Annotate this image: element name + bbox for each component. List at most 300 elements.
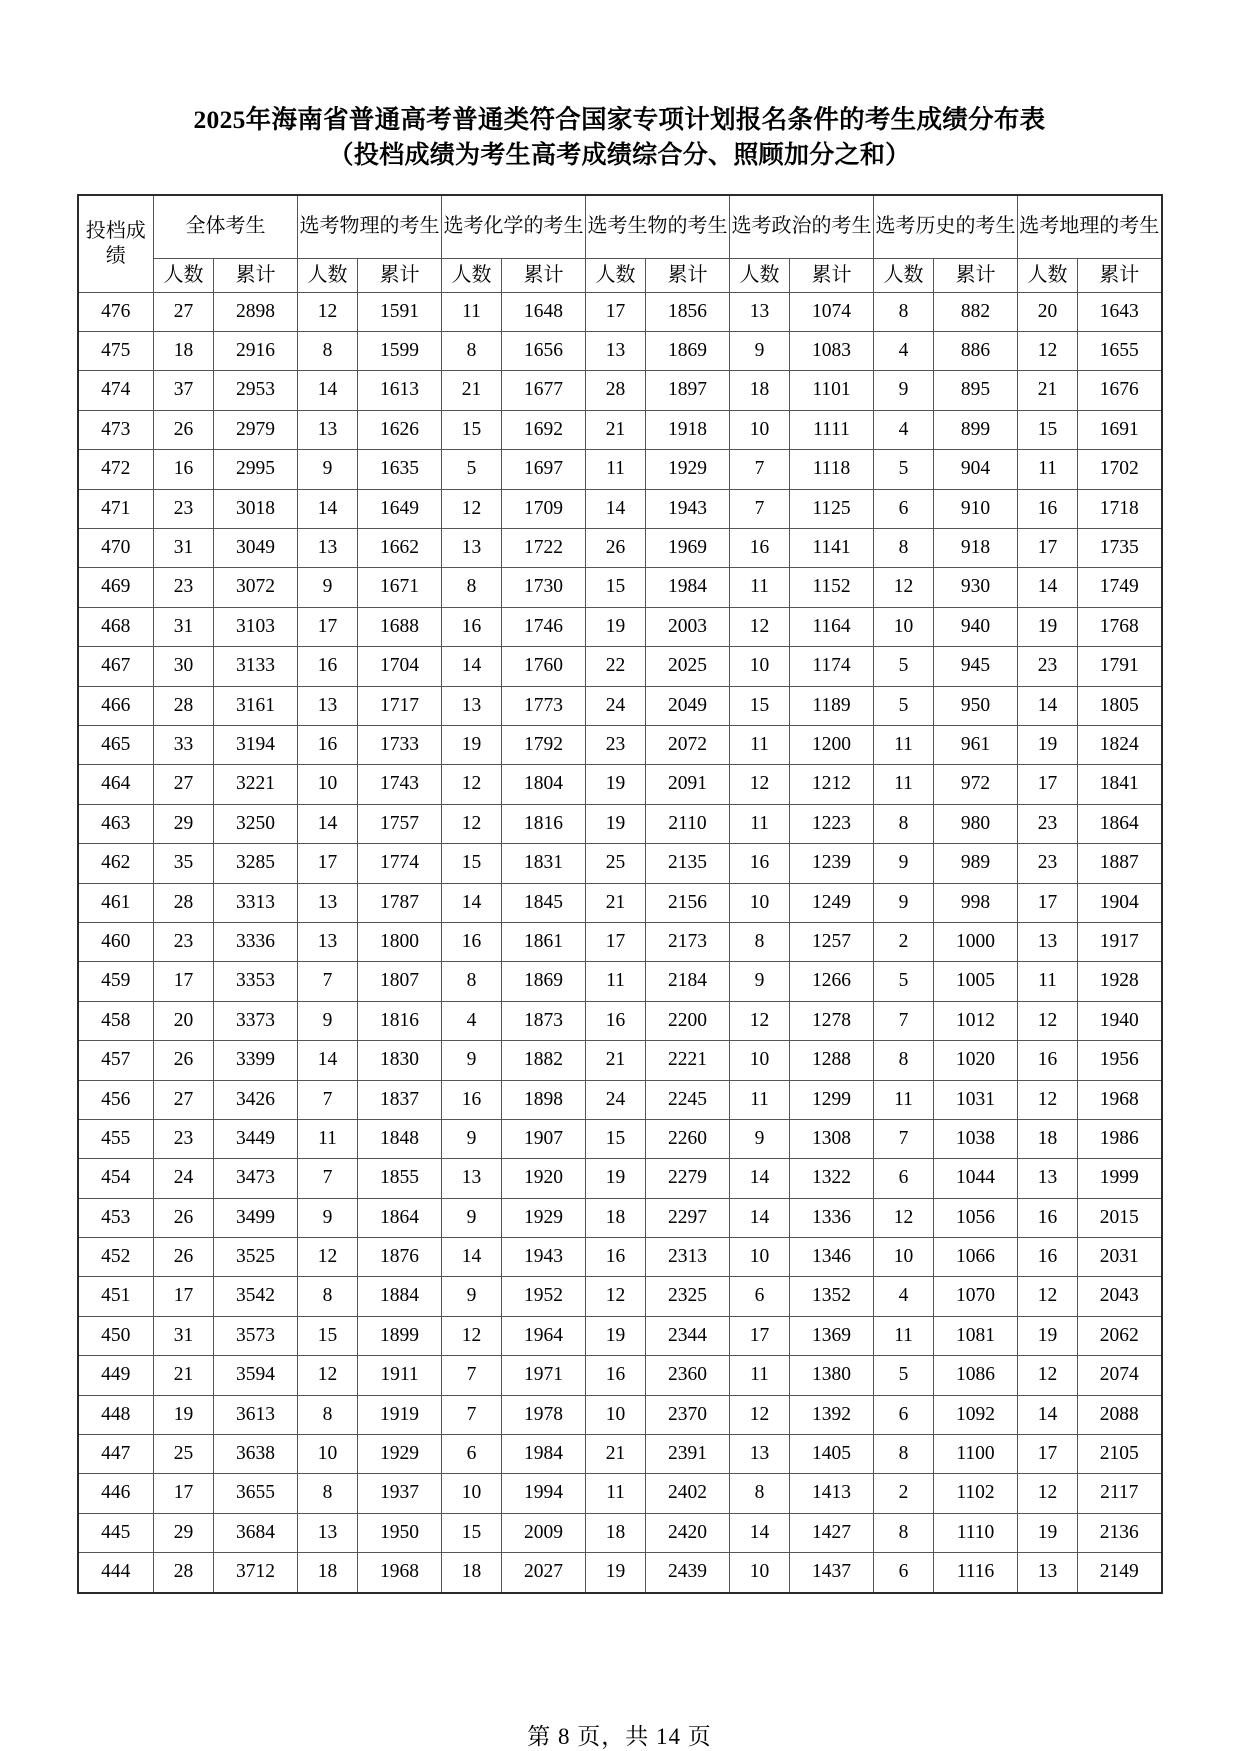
cell-score: 448	[78, 1395, 154, 1434]
cell-count: 8	[298, 1395, 358, 1434]
cell-cumulative: 1869	[502, 962, 586, 1001]
page-number: 第 8 页，共 14 页	[527, 1724, 712, 1749]
cell-cumulative: 1635	[358, 450, 442, 489]
cell-count: 19	[1018, 1316, 1078, 1355]
cell-cumulative: 1929	[502, 1198, 586, 1237]
cell-count: 37	[154, 371, 214, 410]
cell-cumulative: 3613	[214, 1395, 298, 1434]
cell-cumulative: 2221	[646, 1041, 730, 1080]
table-row	[78, 489, 1162, 528]
cell-cumulative: 1743	[358, 765, 442, 804]
cell-count: 9	[442, 1119, 502, 1158]
cell-count: 12	[730, 1001, 790, 1040]
cell-cumulative: 1697	[502, 450, 586, 489]
cell-cumulative: 1100	[934, 1435, 1018, 1474]
cell-count: 13	[298, 883, 358, 922]
cell-count: 19	[1018, 726, 1078, 765]
cell-count: 14	[730, 1198, 790, 1237]
cell-cumulative: 1774	[358, 844, 442, 883]
cell-score: 475	[78, 332, 154, 371]
cell-score: 467	[78, 647, 154, 686]
cell-score: 452	[78, 1238, 154, 1277]
cell-score: 453	[78, 1198, 154, 1237]
cell-count: 12	[730, 1395, 790, 1434]
cell-cumulative: 1971	[502, 1356, 586, 1395]
cell-count: 7	[442, 1356, 502, 1395]
cell-cumulative: 1937	[358, 1474, 442, 1513]
cell-score: 463	[78, 804, 154, 843]
cell-count: 9	[730, 1119, 790, 1158]
cell-count: 17	[586, 922, 646, 961]
cell-cumulative: 3161	[214, 686, 298, 725]
cell-count: 2	[874, 922, 934, 961]
header-score: 投档成绩	[78, 195, 154, 293]
cell-count: 19	[1018, 607, 1078, 646]
cell-count: 5	[874, 1356, 934, 1395]
cell-cumulative: 2009	[502, 1513, 586, 1552]
cell-count: 12	[1018, 1474, 1078, 1513]
cell-cumulative: 2031	[1078, 1238, 1162, 1277]
header-sub-5-count: 人数	[874, 258, 934, 292]
cell-count: 15	[298, 1316, 358, 1355]
cell-count: 8	[298, 332, 358, 371]
cell-cumulative: 1346	[790, 1238, 874, 1277]
cell-cumulative: 1101	[790, 371, 874, 410]
cell-cumulative: 3336	[214, 922, 298, 961]
cell-count: 14	[442, 883, 502, 922]
cell-count: 16	[730, 844, 790, 883]
cell-count: 11	[730, 1356, 790, 1395]
cell-cumulative: 2173	[646, 922, 730, 961]
header-sub-1-cumulative: 累计	[358, 258, 442, 292]
cell-cumulative: 3221	[214, 765, 298, 804]
table-row	[78, 607, 1162, 646]
cell-count: 25	[154, 1435, 214, 1474]
cell-cumulative: 1110	[934, 1513, 1018, 1552]
cell-cumulative: 2149	[1078, 1553, 1162, 1593]
cell-count: 11	[874, 1316, 934, 1355]
cell-cumulative: 1735	[1078, 529, 1162, 568]
cell-cumulative: 950	[934, 686, 1018, 725]
cell-count: 17	[1018, 529, 1078, 568]
cell-score: 454	[78, 1159, 154, 1198]
cell-count: 15	[586, 568, 646, 607]
cell-count: 23	[154, 922, 214, 961]
header-group-3: 选考生物的考生	[586, 195, 730, 259]
cell-cumulative: 1968	[358, 1553, 442, 1593]
cell-count: 13	[1018, 1159, 1078, 1198]
cell-count: 13	[442, 1159, 502, 1198]
cell-cumulative: 1837	[358, 1080, 442, 1119]
cell-cumulative: 1831	[502, 844, 586, 883]
cell-count: 14	[442, 647, 502, 686]
header-sub-6-cumulative: 累计	[1078, 258, 1162, 292]
table-row	[78, 568, 1162, 607]
cell-count: 12	[730, 765, 790, 804]
cell-cumulative: 3712	[214, 1553, 298, 1593]
cell-cumulative: 940	[934, 607, 1018, 646]
cell-count: 11	[730, 568, 790, 607]
cell-cumulative: 1102	[934, 1474, 1018, 1513]
cell-cumulative: 2156	[646, 883, 730, 922]
cell-count: 12	[1018, 1277, 1078, 1316]
cell-count: 23	[1018, 647, 1078, 686]
cell-score: 457	[78, 1041, 154, 1080]
cell-count: 5	[874, 647, 934, 686]
table-row	[78, 1238, 1162, 1277]
cell-cumulative: 2105	[1078, 1435, 1162, 1474]
table-row	[78, 804, 1162, 843]
cell-cumulative: 1704	[358, 647, 442, 686]
cell-cumulative: 2360	[646, 1356, 730, 1395]
cell-cumulative: 1968	[1078, 1080, 1162, 1119]
cell-cumulative: 1848	[358, 1119, 442, 1158]
cell-count: 13	[298, 410, 358, 449]
cell-cumulative: 1044	[934, 1159, 1018, 1198]
cell-count: 14	[586, 489, 646, 528]
cell-count: 25	[586, 844, 646, 883]
cell-count: 8	[730, 922, 790, 961]
header-sub-4-cumulative: 累计	[790, 258, 874, 292]
cell-count: 28	[154, 883, 214, 922]
cell-cumulative: 1141	[790, 529, 874, 568]
cell-score: 451	[78, 1277, 154, 1316]
title-block	[0, 0, 1239, 174]
cell-cumulative: 1056	[934, 1198, 1018, 1237]
cell-cumulative: 1969	[646, 529, 730, 568]
cell-count: 29	[154, 804, 214, 843]
cell-count: 16	[1018, 489, 1078, 528]
cell-cumulative: 1322	[790, 1159, 874, 1198]
cell-count: 27	[154, 765, 214, 804]
cell-cumulative: 1662	[358, 529, 442, 568]
cell-cumulative: 1643	[1078, 292, 1162, 331]
cell-cumulative: 1092	[934, 1395, 1018, 1434]
cell-count: 15	[442, 844, 502, 883]
cell-cumulative: 989	[934, 844, 1018, 883]
cell-cumulative: 1882	[502, 1041, 586, 1080]
table-row	[78, 883, 1162, 922]
cell-count: 28	[154, 686, 214, 725]
cell-count: 17	[298, 844, 358, 883]
cell-count: 17	[1018, 883, 1078, 922]
cell-cumulative: 3638	[214, 1435, 298, 1474]
cell-count: 15	[586, 1119, 646, 1158]
cell-cumulative: 1804	[502, 765, 586, 804]
cell-count: 15	[730, 686, 790, 725]
cell-cumulative: 3525	[214, 1238, 298, 1277]
cell-count: 13	[298, 1513, 358, 1552]
cell-cumulative: 1904	[1078, 883, 1162, 922]
header-group-5: 选考历史的考生	[874, 195, 1018, 259]
cell-cumulative: 2979	[214, 410, 298, 449]
cell-cumulative: 1999	[1078, 1159, 1162, 1198]
cell-count: 17	[154, 962, 214, 1001]
cell-cumulative: 1005	[934, 962, 1018, 1001]
cell-count: 26	[154, 1238, 214, 1277]
cell-score: 472	[78, 450, 154, 489]
cell-score: 458	[78, 1001, 154, 1040]
cell-cumulative: 1928	[1078, 962, 1162, 1001]
cell-count: 18	[154, 332, 214, 371]
cell-count: 6	[874, 1553, 934, 1593]
cell-count: 21	[586, 1041, 646, 1080]
cell-score: 469	[78, 568, 154, 607]
cell-cumulative: 998	[934, 883, 1018, 922]
cell-count: 19	[586, 607, 646, 646]
cell-score: 444	[78, 1553, 154, 1593]
table-row	[78, 1080, 1162, 1119]
cell-cumulative: 1000	[934, 922, 1018, 961]
table-row	[78, 529, 1162, 568]
cell-cumulative: 972	[934, 765, 1018, 804]
table-row	[78, 1277, 1162, 1316]
cell-score: 455	[78, 1119, 154, 1158]
cell-count: 2	[874, 1474, 934, 1513]
table-row	[78, 1198, 1162, 1237]
cell-cumulative: 1038	[934, 1119, 1018, 1158]
cell-cumulative: 2420	[646, 1513, 730, 1552]
cell-cumulative: 1352	[790, 1277, 874, 1316]
cell-count: 20	[154, 1001, 214, 1040]
header-sub-6-count: 人数	[1018, 258, 1078, 292]
cell-count: 15	[442, 1513, 502, 1552]
cell-count: 24	[586, 1080, 646, 1119]
cell-cumulative: 1070	[934, 1277, 1018, 1316]
cell-count: 31	[154, 607, 214, 646]
cell-cumulative: 1691	[1078, 410, 1162, 449]
cell-cumulative: 1299	[790, 1080, 874, 1119]
table-row	[78, 1474, 1162, 1513]
cell-count: 13	[1018, 922, 1078, 961]
cell-count: 7	[874, 1001, 934, 1040]
cell-cumulative: 904	[934, 450, 1018, 489]
cell-cumulative: 1083	[790, 332, 874, 371]
cell-count: 13	[730, 1435, 790, 1474]
cell-score: 456	[78, 1080, 154, 1119]
cell-score: 447	[78, 1435, 154, 1474]
cell-count: 10	[730, 647, 790, 686]
page-title: 2025年海南省普通高考普通类符合国家专项计划报名条件的考生成绩分布表	[193, 105, 1046, 134]
cell-count: 18	[730, 371, 790, 410]
cell-count: 12	[874, 568, 934, 607]
cell-cumulative: 1239	[790, 844, 874, 883]
cell-count: 14	[1018, 1395, 1078, 1434]
cell-score: 470	[78, 529, 154, 568]
cell-count: 9	[874, 371, 934, 410]
cell-count: 17	[154, 1277, 214, 1316]
cell-count: 12	[442, 804, 502, 843]
cell-cumulative: 1676	[1078, 371, 1162, 410]
cell-count: 19	[154, 1395, 214, 1434]
cell-count: 16	[442, 1080, 502, 1119]
page-footer	[0, 1718, 1239, 1751]
cell-count: 13	[298, 529, 358, 568]
cell-cumulative: 1081	[934, 1316, 1018, 1355]
cell-cumulative: 2260	[646, 1119, 730, 1158]
cell-count: 4	[442, 1001, 502, 1040]
table-row	[78, 1001, 1162, 1040]
cell-count: 17	[298, 607, 358, 646]
cell-cumulative: 1986	[1078, 1119, 1162, 1158]
header-sub-0-cumulative: 累计	[214, 258, 298, 292]
cell-count: 5	[874, 686, 934, 725]
cell-cumulative: 2200	[646, 1001, 730, 1040]
cell-count: 15	[442, 410, 502, 449]
cell-count: 16	[298, 726, 358, 765]
cell-cumulative: 3449	[214, 1119, 298, 1158]
cell-count: 9	[874, 883, 934, 922]
cell-count: 8	[874, 529, 934, 568]
cell-cumulative: 1066	[934, 1238, 1018, 1277]
cell-cumulative: 1856	[646, 292, 730, 331]
cell-count: 6	[874, 1395, 934, 1434]
table-row	[78, 1356, 1162, 1395]
cell-cumulative: 1074	[790, 292, 874, 331]
cell-cumulative: 1918	[646, 410, 730, 449]
cell-cumulative: 2245	[646, 1080, 730, 1119]
header-sub-4-count: 人数	[730, 258, 790, 292]
cell-count: 19	[1018, 1513, 1078, 1552]
cell-cumulative: 2995	[214, 450, 298, 489]
cell-count: 12	[442, 1316, 502, 1355]
cell-cumulative: 1249	[790, 883, 874, 922]
cell-count: 16	[730, 529, 790, 568]
cell-cumulative: 2184	[646, 962, 730, 1001]
cell-count: 16	[1018, 1238, 1078, 1277]
table-head	[78, 195, 1162, 293]
cell-cumulative: 1688	[358, 607, 442, 646]
cell-cumulative: 1613	[358, 371, 442, 410]
cell-score: 473	[78, 410, 154, 449]
cell-count: 10	[442, 1474, 502, 1513]
cell-cumulative: 1978	[502, 1395, 586, 1434]
cell-cumulative: 1887	[1078, 844, 1162, 883]
cell-cumulative: 1845	[502, 883, 586, 922]
cell-cumulative: 3103	[214, 607, 298, 646]
cell-cumulative: 1111	[790, 410, 874, 449]
cell-count: 26	[586, 529, 646, 568]
cell-cumulative: 3426	[214, 1080, 298, 1119]
cell-cumulative: 1919	[358, 1395, 442, 1434]
cell-cumulative: 1164	[790, 607, 874, 646]
cell-cumulative: 945	[934, 647, 1018, 686]
cell-score: 459	[78, 962, 154, 1001]
cell-cumulative: 1929	[646, 450, 730, 489]
cell-count: 26	[154, 410, 214, 449]
cell-score: 449	[78, 1356, 154, 1395]
table-row	[78, 332, 1162, 371]
cell-count: 8	[874, 292, 934, 331]
cell-count: 12	[730, 607, 790, 646]
cell-cumulative: 1899	[358, 1316, 442, 1355]
cell-cumulative: 2402	[646, 1474, 730, 1513]
cell-count: 13	[730, 292, 790, 331]
table-container	[0, 194, 1239, 1594]
cell-score: 468	[78, 607, 154, 646]
cell-cumulative: 3194	[214, 726, 298, 765]
table-row	[78, 292, 1162, 331]
cell-count: 9	[298, 1198, 358, 1237]
cell-count: 10	[298, 1435, 358, 1474]
cell-count: 9	[298, 1001, 358, 1040]
cell-cumulative: 1841	[1078, 765, 1162, 804]
cell-count: 12	[874, 1198, 934, 1237]
cell-count: 23	[154, 1119, 214, 1158]
cell-cumulative: 1626	[358, 410, 442, 449]
cell-cumulative: 1288	[790, 1041, 874, 1080]
cell-count: 10	[730, 1553, 790, 1593]
cell-cumulative: 3473	[214, 1159, 298, 1198]
table-row	[78, 1513, 1162, 1552]
cell-cumulative: 1718	[1078, 489, 1162, 528]
cell-cumulative: 1392	[790, 1395, 874, 1434]
cell-count: 11	[1018, 450, 1078, 489]
cell-cumulative: 1336	[790, 1198, 874, 1237]
cell-count: 18	[586, 1513, 646, 1552]
cell-cumulative: 961	[934, 726, 1018, 765]
cell-count: 16	[1018, 1041, 1078, 1080]
cell-count: 35	[154, 844, 214, 883]
cell-count: 27	[154, 1080, 214, 1119]
cell-cumulative: 2110	[646, 804, 730, 843]
table-row	[78, 1316, 1162, 1355]
cell-count: 12	[298, 1238, 358, 1277]
cell-count: 14	[442, 1238, 502, 1277]
table-row	[78, 647, 1162, 686]
cell-cumulative: 1943	[646, 489, 730, 528]
cell-count: 17	[154, 1474, 214, 1513]
table-row	[78, 922, 1162, 961]
cell-cumulative: 1929	[358, 1435, 442, 1474]
cell-cumulative: 1791	[1078, 647, 1162, 686]
cell-count: 11	[874, 765, 934, 804]
cell-count: 9	[730, 332, 790, 371]
cell-cumulative: 1278	[790, 1001, 874, 1040]
table-row	[78, 765, 1162, 804]
table-row	[78, 726, 1162, 765]
cell-cumulative: 2279	[646, 1159, 730, 1198]
header-group-6: 选考地理的考生	[1018, 195, 1162, 259]
cell-count: 7	[874, 1119, 934, 1158]
header-sub-1-count: 人数	[298, 258, 358, 292]
cell-cumulative: 1805	[1078, 686, 1162, 725]
cell-count: 21	[442, 371, 502, 410]
cell-count: 6	[730, 1277, 790, 1316]
cell-count: 31	[154, 529, 214, 568]
cell-cumulative: 1984	[646, 568, 730, 607]
cell-count: 13	[1018, 1553, 1078, 1593]
cell-count: 11	[730, 726, 790, 765]
cell-count: 11	[586, 1474, 646, 1513]
cell-count: 13	[442, 529, 502, 568]
cell-cumulative: 3573	[214, 1316, 298, 1355]
cell-cumulative: 1086	[934, 1356, 1018, 1395]
cell-cumulative: 1873	[502, 1001, 586, 1040]
cell-count: 13	[586, 332, 646, 371]
cell-cumulative: 1189	[790, 686, 874, 725]
cell-cumulative: 895	[934, 371, 1018, 410]
cell-cumulative: 2074	[1078, 1356, 1162, 1395]
cell-cumulative: 3049	[214, 529, 298, 568]
cell-cumulative: 1020	[934, 1041, 1018, 1080]
table-row	[78, 410, 1162, 449]
cell-count: 33	[154, 726, 214, 765]
cell-count: 10	[874, 607, 934, 646]
cell-count: 8	[442, 962, 502, 1001]
cell-cumulative: 1861	[502, 922, 586, 961]
cell-cumulative: 2297	[646, 1198, 730, 1237]
